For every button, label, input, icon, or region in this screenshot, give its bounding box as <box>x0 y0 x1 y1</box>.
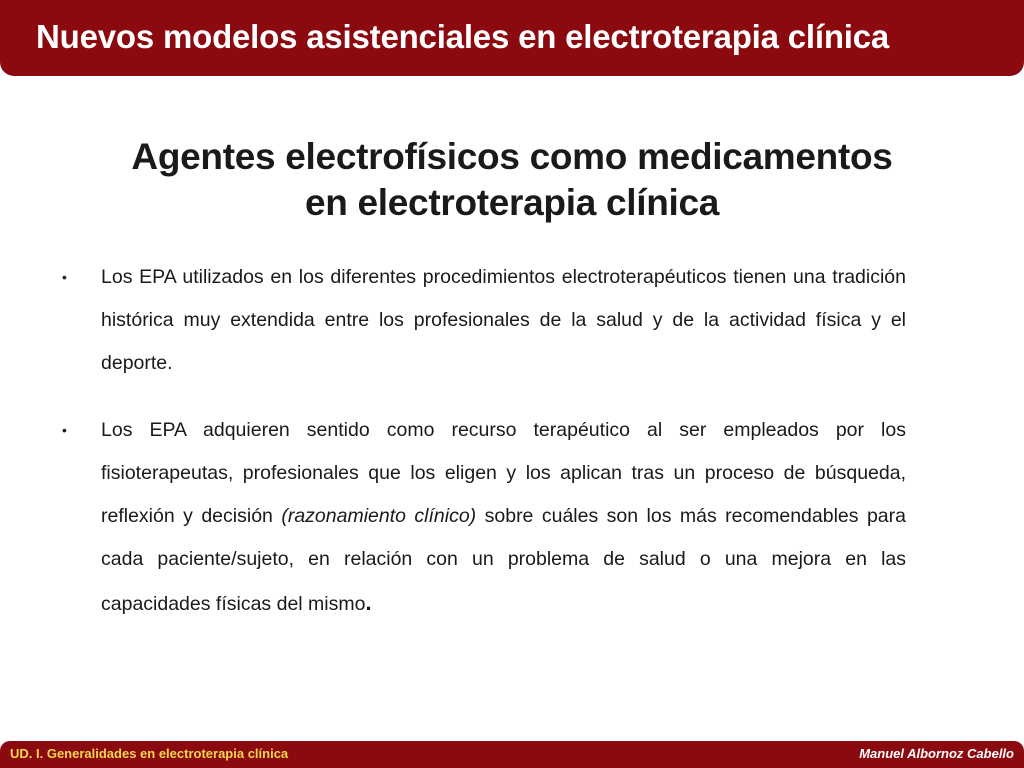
footer-unit-title: UD. I. Generalidades en electroterapia clínica <box>10 746 289 761</box>
bullet-icon: • <box>62 269 67 285</box>
bullet-text: Los EPA utilizados en los diferentes procedimientos electroterapéuticos tienen una tradición histórica muy extendida entre los profesionales de la salud y de la actividad física y el deporte. <box>101 266 906 374</box>
header-title: Nuevos modelos asistenciales en electroterapia clínica <box>36 18 890 55</box>
bullet-final-period: . <box>365 590 372 615</box>
bullet-emphasis: (razonamiento clínico) <box>281 505 477 527</box>
slide-title-line-2: en electroterapia clínica <box>304 182 720 223</box>
footer-bar <box>0 741 1024 768</box>
bullet-icon: • <box>62 422 67 438</box>
bullet-item <box>62 256 906 385</box>
footer-author: Manuel Albornoz Cabello <box>859 746 1014 761</box>
slide-title-line-1: Agentes electrofísicos como medicamentos <box>131 136 893 177</box>
bullet-item <box>62 409 906 626</box>
slide-title <box>60 134 964 226</box>
bullet-text-end: sobre cuáles son los más recomendables para cada paciente/sujeto, en relación con un problema de salud o una mejora en las capacidades físicas del mismo <box>101 505 906 615</box>
header-bar <box>0 0 1024 76</box>
bullet-text-start: Los EPA adquieren sentido como recurso terapéutico al ser empleados por los fisioterapeutas, profesionales que los eligen y los aplican tras un proceso de búsqueda, reflexión y decisión <box>101 419 906 527</box>
bullet-list <box>62 256 906 626</box>
